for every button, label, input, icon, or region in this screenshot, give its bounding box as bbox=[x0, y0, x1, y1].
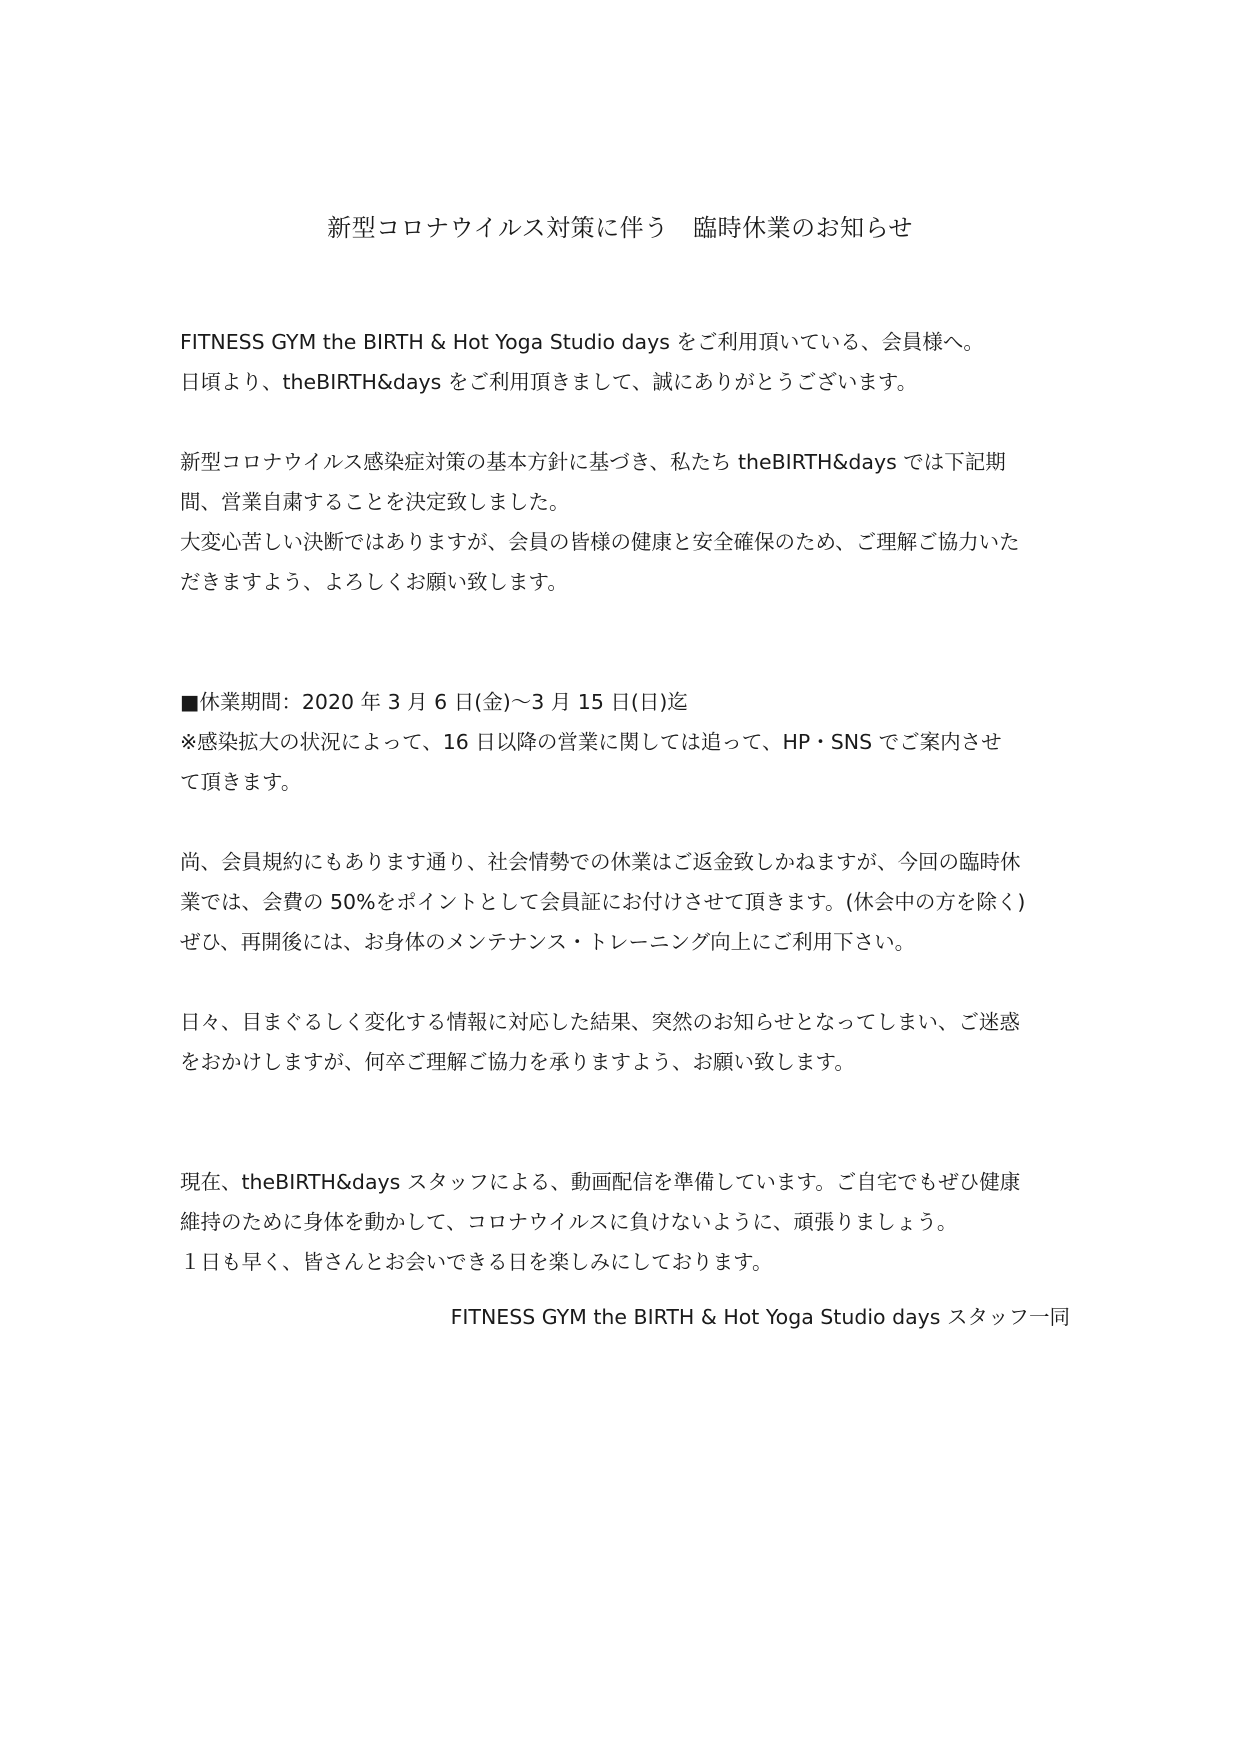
decision-line: 新型コロナウイルス感染症対策の基本方針に基づき、私たち theBIRTH&days では下記期 bbox=[180, 450, 1006, 474]
closure-period-paragraph bbox=[180, 682, 1070, 802]
refund-paragraph bbox=[180, 842, 1070, 962]
apology-paragraph bbox=[180, 1002, 1070, 1082]
closure-note-line: ※感染拡大の状況によって、16 日以降の営業に関しては追って、HP・SNS でご案内させ bbox=[180, 730, 1002, 754]
document-body bbox=[180, 322, 1070, 1282]
document-title: 新型コロナウイルス対策に伴う 臨時休業のお知らせ bbox=[327, 214, 913, 242]
video-line: 現在、theBIRTH&days スタッフによる、動画配信を準備しています。ご自宅でもぜひ健康 bbox=[180, 1170, 1021, 1194]
refund-line: ぜひ、再開後には、お身体のメンテナンス・トレーニング向上にご利用下さい。 bbox=[180, 930, 916, 954]
closure-note-line: て頂きます。 bbox=[180, 770, 302, 794]
decision-line: 大変心苦しい決断ではありますが、会員の皆様の健康と安全確保のため、ご理解ご協力いた bbox=[180, 530, 1020, 554]
video-line: 維持のために身体を動かして、コロナウイルスに負けないように、頑張りましょう。 bbox=[180, 1210, 958, 1234]
decision-paragraph bbox=[180, 442, 1070, 602]
apology-line: 日々、目まぐるしく変化する情報に対応した結果、突然のお知らせとなってしまい、ご迷惑 bbox=[180, 1010, 1020, 1034]
greeting-line: FITNESS GYM the BIRTH & Hot Yoga Studio days をご利用頂いている、会員様へ。 bbox=[180, 330, 984, 354]
signature: FITNESS GYM the BIRTH & Hot Yoga Studio days スタッフ一同 bbox=[450, 1305, 1070, 1329]
video-paragraph bbox=[180, 1162, 1070, 1282]
video-line: １日も早く、皆さんとお会いできる日を楽しみにしております。 bbox=[180, 1250, 773, 1274]
refund-line: 業では、会費の 50%をポイントとして会員証にお付けさせて頂きます。(休会中の方を除く) bbox=[180, 890, 1026, 914]
greeting-line: 日頃より、theBIRTH&days をご利用頂きまして、誠にありがとうございます。 bbox=[180, 370, 918, 394]
greeting-paragraph bbox=[180, 322, 1070, 402]
decision-line: だきますよう、よろしくお願い致します。 bbox=[180, 570, 568, 594]
apology-line: をおかけしますが、何卒ご理解ご協力を承りますよう、お願い致します。 bbox=[180, 1050, 855, 1074]
decision-line: 間、営業自粛することを決定致しました。 bbox=[180, 490, 570, 514]
closure-period-line: ■休業期間：2020 年 3 月 6 日(金)〜3 月 15 日(日)迄 bbox=[180, 690, 688, 714]
refund-line: 尚、会員規約にもあります通り、社会情勢での休業はご返金致しかねますが、今回の臨時休 bbox=[180, 850, 1021, 874]
